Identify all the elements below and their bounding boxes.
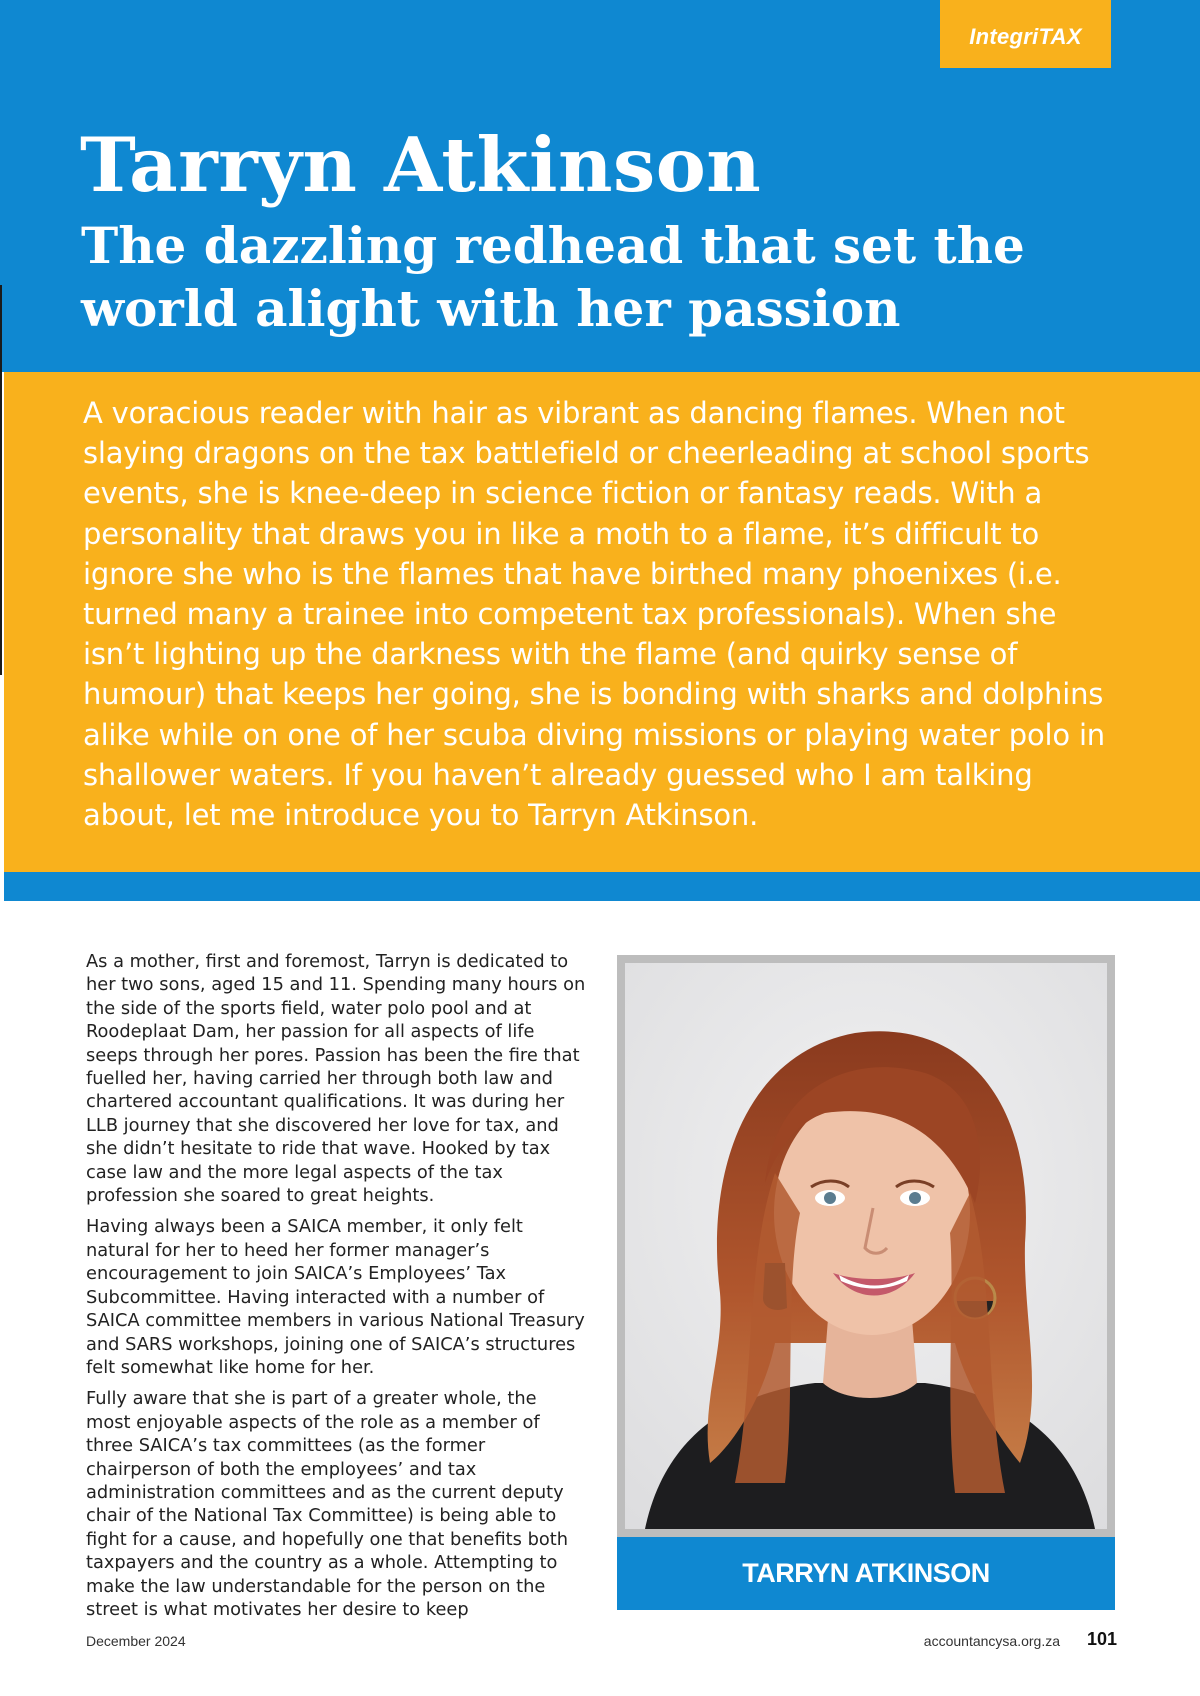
portrait-photo [625, 963, 1107, 1529]
intro-paragraph: A voracious reader with hair as vibrant as dancing flames. When not slaying dragons on the tax battlefield or cheerleading at school sports events, she is knee-deep in science fiction or fantasy reads. With a personality that draws you in like a moth to a flame, it’s difficult to ignore she who is the flames that have birthed many phoenixes (i.e. turned many a trainee into competent tax professionals). When she isn’t lighting up the darkness with the flame (and quirky sense of humour) that keeps her going, she is bonding with sharks and dolphins alike while on one of her scuba diving missions or playing water polo in shallower waters. If you haven’t already guessed who I am talking about, let me introduce you to Tarryn Atkinson. [83, 396, 1105, 833]
portrait-frame [617, 955, 1115, 1537]
footer-site: accountancysa.org.za [923, 1633, 1060, 1649]
footer-date: December 2024 [86, 1633, 186, 1649]
article-body [86, 950, 586, 1629]
divider-strip [4, 872, 1200, 901]
brand-tab: IntegriTAX [940, 0, 1111, 68]
body-paragraph: Fully aware that she is part of a greater whole, the most enjoyable aspects of the role as a member of three SAICA’s tax committees (as the former chairperson of both the employees’ and tax administration committees and as the current deputy chair of the National Tax Committee) is being able to fight for a cause, and hopefully one that benefits both taxpayers and the country as a whole. Attempting to make the law understandable for the person on the street is what motivates her desire to keep [86, 1388, 568, 1620]
body-paragraph: As a mother, first and foremost, Tarryn is dedicated to her two sons, aged 15 and 11. Spending many hours on the side of the sports field, water polo pool and at Roodeplaat Dam, her passion for all aspects of life seeps through her pores. Passion has been the fire that fuelled her, having carried her through both law and chartered accountant qualifications. It was during her LLB journey that she discovered her love for tax, and she didn’t hesitate to ride that wave. Hooked by tax case law and the more legal aspects of the tax profession she soared to great heights. [86, 951, 586, 1207]
portrait-illustration [625, 963, 1107, 1529]
article-subtitle: The dazzling redhead that set the world alight with her passion [81, 216, 1025, 338]
page-edge-bar [0, 285, 2, 675]
article-title: Tarryn Atkinson [80, 121, 762, 209]
body-paragraph: Having always been a SAICA member, it only felt natural for her to heed her former manager’s encouragement to join SAICA’s Employees’ Tax Subcommittee. Having interacted with a number of SAICA committee members in various National Treasury and SARS workshops, joining one of SAICA’s structures felt somewhat like home for her. [86, 1216, 585, 1378]
page-number: 101 [1087, 1629, 1118, 1649]
photo-caption: TARRYN ATKINSON [617, 1537, 1115, 1610]
